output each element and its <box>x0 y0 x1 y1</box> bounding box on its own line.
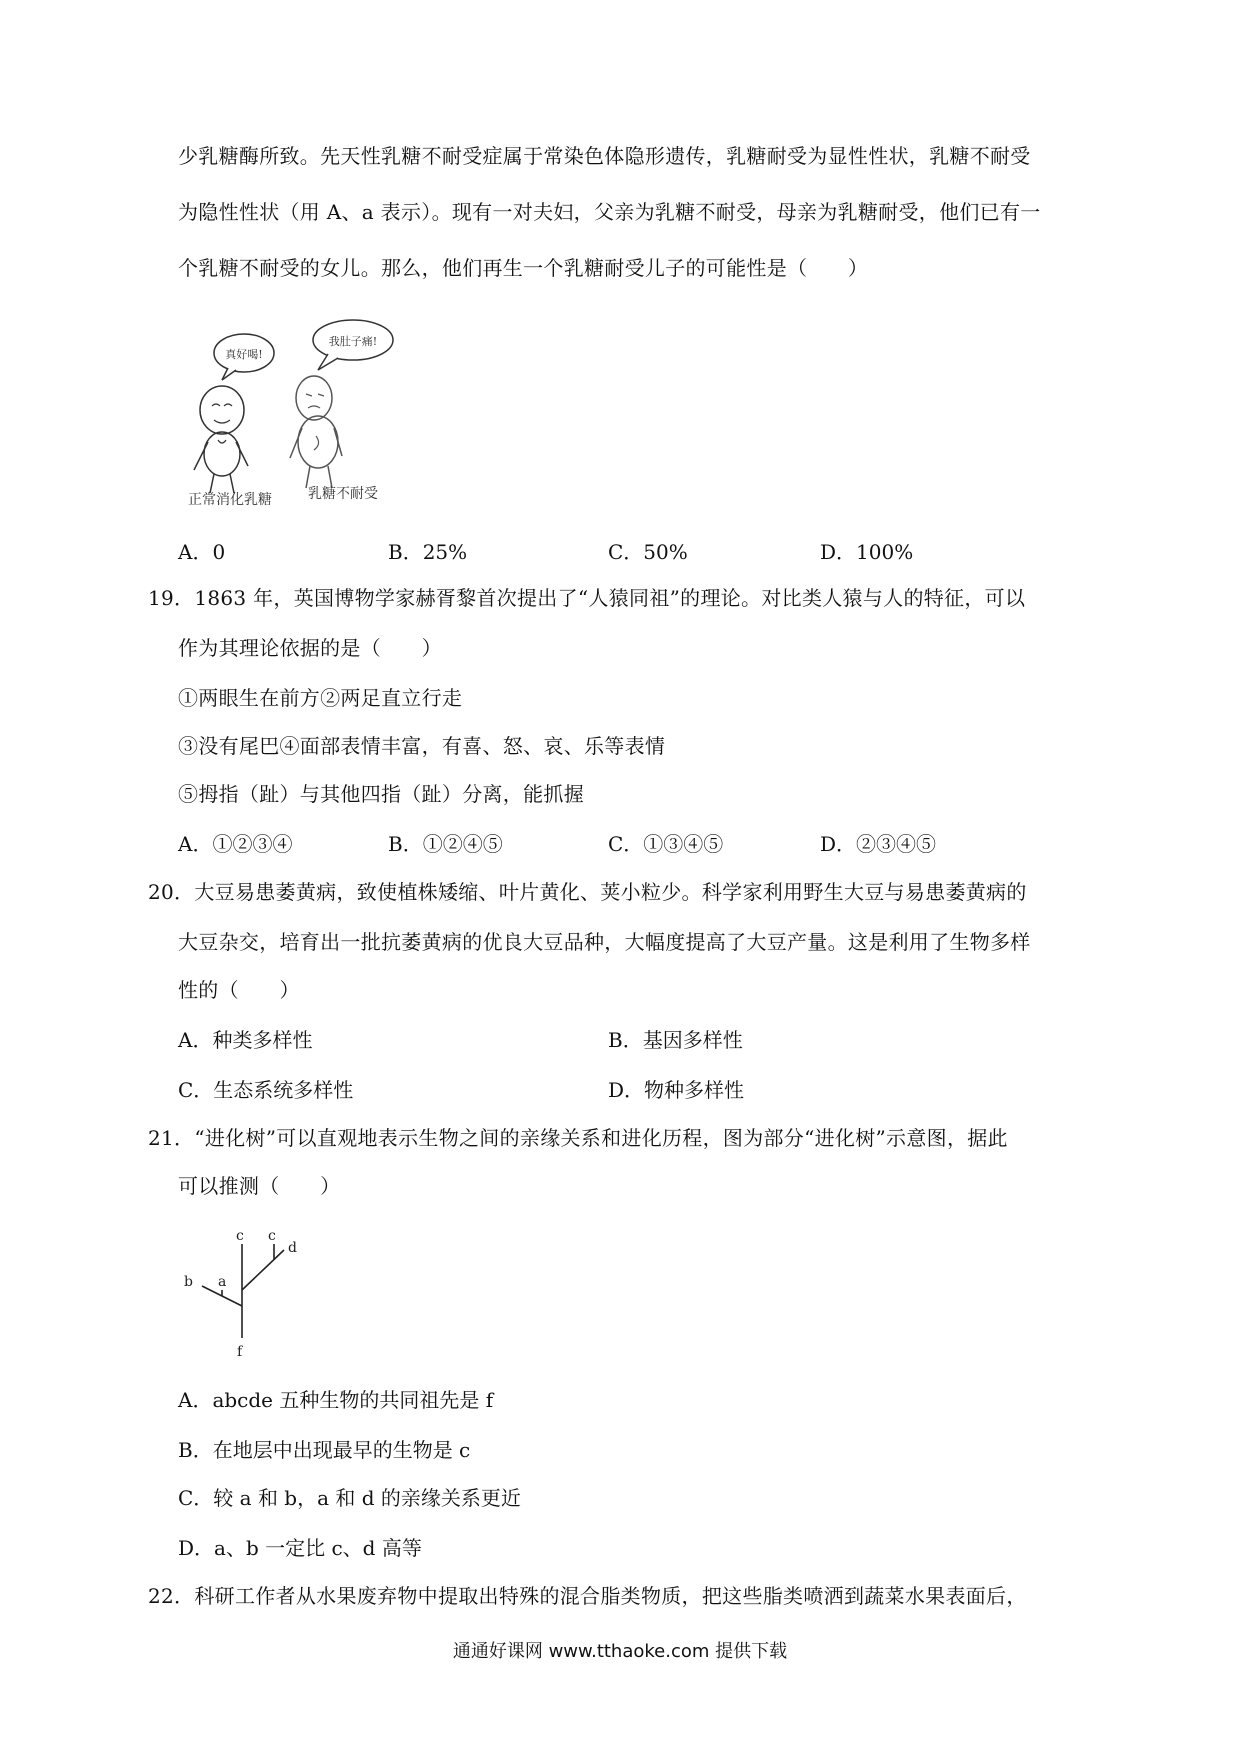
q18-bubble-left: 真好喝! <box>225 348 263 361</box>
q18-option-b: B．25% <box>388 540 468 564</box>
q19-line-2: 作为其理论依据的是（ ） <box>178 636 442 660</box>
q18-caption-right: 乳糖不耐受 <box>308 486 378 502</box>
q20-option-b: B．基因多样性 <box>608 1028 743 1052</box>
q21-option-d: D．a、b 一定比 c、d 高等 <box>178 1536 422 1560</box>
q20-option-c: C．生态系统多样性 <box>178 1078 354 1102</box>
q21-option-a: A．abcde 五种生物的共同祖先是 f <box>178 1388 494 1412</box>
q20-line-1: 20．大豆易患萎黄病，致使植株矮缩、叶片黄化、荚小粒少。科学家利用野生大豆与易患萎黄病的 <box>148 880 1027 904</box>
q19-line-4: ③没有尾巴④面部表情丰富，有喜、怒、哀、乐等表情 <box>178 734 666 758</box>
q21-evolution-tree-figure <box>178 1210 328 1360</box>
q20-line-2: 大豆杂交，培育出一批抗萎黄病的优良大豆品种，大幅度提高了大豆产量。这是利用了生物多样 <box>178 930 1031 954</box>
q20-option-d: D．物种多样性 <box>608 1078 745 1102</box>
q18-option-c: C．50% <box>608 540 688 564</box>
q18-line-3: 个乳糖不耐受的女儿。那么，他们再生一个乳糖耐受儿子的可能性是（ ） <box>178 256 869 280</box>
q20-line-3: 性的（ ） <box>178 978 300 1002</box>
tree-label-a: a <box>218 1274 227 1290</box>
q19-line-1: 19．1863 年，英国博物学家赫胥黎首次提出了“人猿同祖”的理论。对比类人猿与人的特征，可以 <box>148 586 1026 610</box>
q18-bubble-right: 我肚子痛! <box>328 335 378 348</box>
tree-label-f: f <box>237 1344 243 1360</box>
q20-option-a: A．种类多样性 <box>178 1028 313 1052</box>
q18-line-1: 少乳糖酶所致。先天性乳糖不耐受症属于常染色体隐形遗传，乳糖耐受为显性性状，乳糖不耐受 <box>178 144 1031 168</box>
q21-line-2: 可以推测（ ） <box>178 1174 341 1198</box>
q21-option-c: C．较 a 和 b，a 和 d 的亲缘关系更近 <box>178 1486 521 1510</box>
tree-label-b: b <box>184 1274 193 1290</box>
page-footer: 通通好课网 www.tthaoke.com 提供下载 <box>452 1641 788 1662</box>
tree-label-c-2: c <box>268 1228 276 1244</box>
q19-option-d: D．②③④⑤ <box>820 832 937 856</box>
q19-line-5: ⑤拇指（趾）与其他四指（趾）分离，能抓握 <box>178 782 584 806</box>
q21-option-b: B．在地层中出现最早的生物是 c <box>178 1438 471 1462</box>
q18-option-a: A．0 <box>178 540 226 564</box>
q18-line-2: 为隐性性状（用 A、a 表示）。现有一对夫妇，父亲为乳糖不耐受，母亲为乳糖耐受，他们已有一 <box>178 200 1041 224</box>
q21-line-1: 21．“进化树”可以直观地表示生物之间的亲缘关系和进化历程，图为部分“进化树”示意图，据此 <box>148 1126 1008 1150</box>
tree-label-d: d <box>288 1240 297 1256</box>
q19-option-a: A．①②③④ <box>178 832 293 856</box>
q18-option-d: D．100% <box>820 540 914 564</box>
q22-line-1: 22．科研工作者从水果废弃物中提取出特殊的混合脂类物质，把这些脂类喷洒到蔬菜水果表面后， <box>148 1584 1027 1608</box>
q19-line-3: ①两眼生在前方②两足直立行走 <box>178 686 463 710</box>
tree-label-c: c <box>236 1228 244 1244</box>
q18-cartoon-figure <box>178 318 418 508</box>
q19-option-c: C．①③④⑤ <box>608 832 724 856</box>
q19-option-b: B．①②④⑤ <box>388 832 503 856</box>
q18-caption-left: 正常消化乳糖 <box>188 492 272 508</box>
